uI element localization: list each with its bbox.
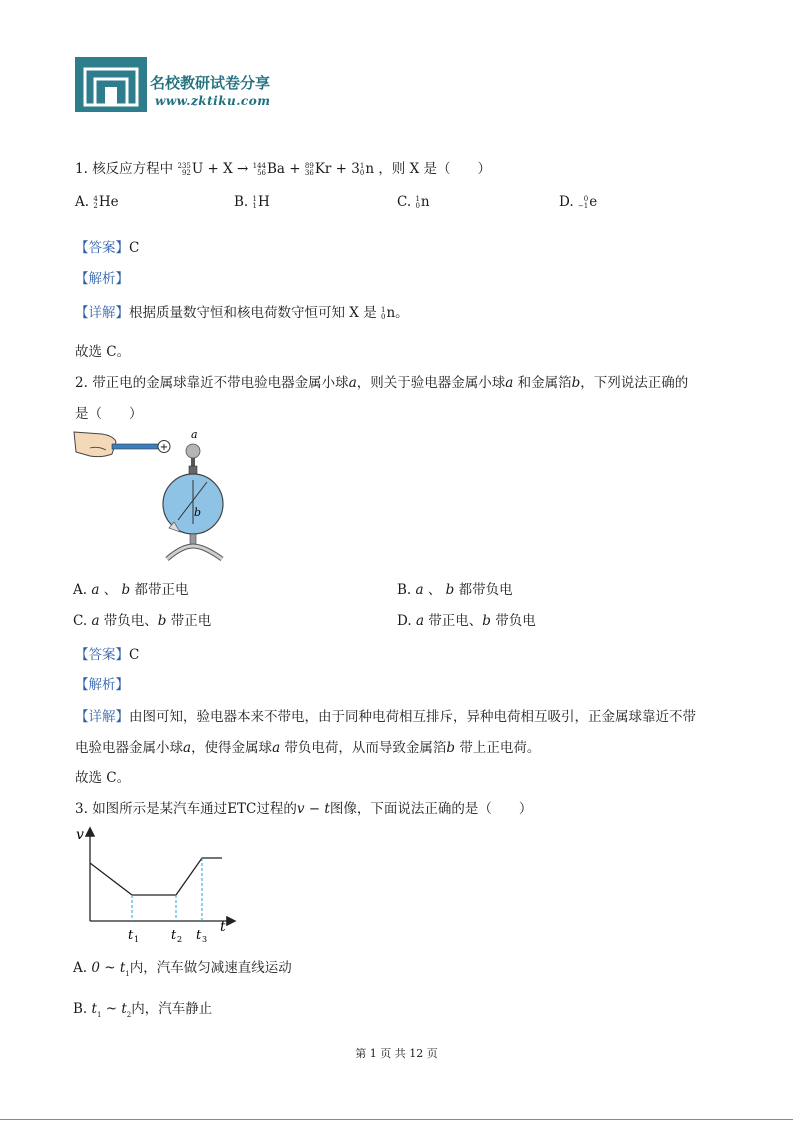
q2-stem-line1: 2. 带正电的金属球靠近不带电验电器金属小球a，则关于验电器金属小球a 和金属箔b，下列说法正确的 (75, 375, 689, 391)
q2-analysis-label: 【解析】 (75, 677, 129, 693)
q1-option-d[interactable]: D. 0 −1e (559, 194, 598, 210)
q1-option-c[interactable]: C. 1 0n (397, 194, 430, 210)
tick-t3-sub: 3 (202, 935, 208, 944)
plus-sign: + (159, 442, 169, 453)
q2-detail-line1: 【详解】由图可知，验电器本来不带电，由于同种电荷相互排斥，异种电荷相互吸引，正金属球靠近不带 (75, 709, 696, 725)
tick-t1-sub: 1 (134, 935, 140, 944)
q3-stem: 3. 如图所示是某汽车通过ETC过程的v − t图像，下面说法正确的是（ ） (75, 801, 533, 817)
q2-answer: 【答案】C (75, 647, 140, 663)
tick-t3: t (196, 928, 202, 943)
vt-graph (72, 823, 252, 949)
q2-option-a[interactable]: A. a 、 b 都带正电 (73, 582, 189, 598)
q1-detail: 【详解】根据质量数守恒和核电荷数守恒可知 X 是 1 0n。 (75, 305, 409, 321)
q2-option-d[interactable]: D. a 带正电、b 带负电 (397, 613, 536, 629)
q1-option-a[interactable]: A. 4 2He (75, 194, 119, 210)
tick-t2: t (171, 928, 177, 943)
q3-option-a[interactable]: A. 0 ~ $t_1$内，汽车做匀减速直线运动 (73, 960, 292, 978)
q1-analysis-label: 【解析】 (75, 271, 129, 287)
q2-stem-line2: 是（ ） (75, 406, 143, 422)
q1-option-b[interactable]: B. 1 1H (234, 194, 270, 210)
q2-option-b[interactable]: B. a 、 b 都带负电 (397, 582, 513, 598)
figure-label-b: b (194, 506, 202, 519)
logo-mark (75, 57, 147, 112)
logo-title: 名校教研试卷分享 (150, 74, 271, 92)
tick-t1: t (128, 928, 134, 943)
q1-stem: 1. 核反应方程中 235 92U + X → 144 56Ba + 89 36Kr + 31 0n ，则 X 是（ ） (75, 161, 492, 177)
q2-option-c[interactable]: C. a 带负电、b 带正电 (73, 613, 212, 629)
electroscope-figure (72, 424, 252, 568)
q3-option-b[interactable]: B. $t_1$ ~ $t_2$内，汽车静止 (73, 1001, 213, 1019)
q2-detail-line2: 电验电器金属小球a，使得金属球a 带负电荷，从而导致金属箔b 带上正电荷。 (75, 740, 541, 756)
t-axis-label: t (220, 919, 226, 935)
v-axis-label: v (76, 827, 84, 843)
tick-t2-sub: 2 (177, 935, 183, 944)
logo-url: www.zktiku.com (155, 94, 271, 108)
q2-conclusion: 故选 C。 (75, 770, 131, 786)
bottom-divider (0, 1119, 793, 1120)
figure-label-a: a (191, 428, 198, 441)
q1-conclusion: 故选 C。 (75, 344, 131, 360)
page-number: 第 1 页 共 12 页 (355, 1047, 438, 1060)
q1-answer: 【答案】C (75, 240, 140, 256)
